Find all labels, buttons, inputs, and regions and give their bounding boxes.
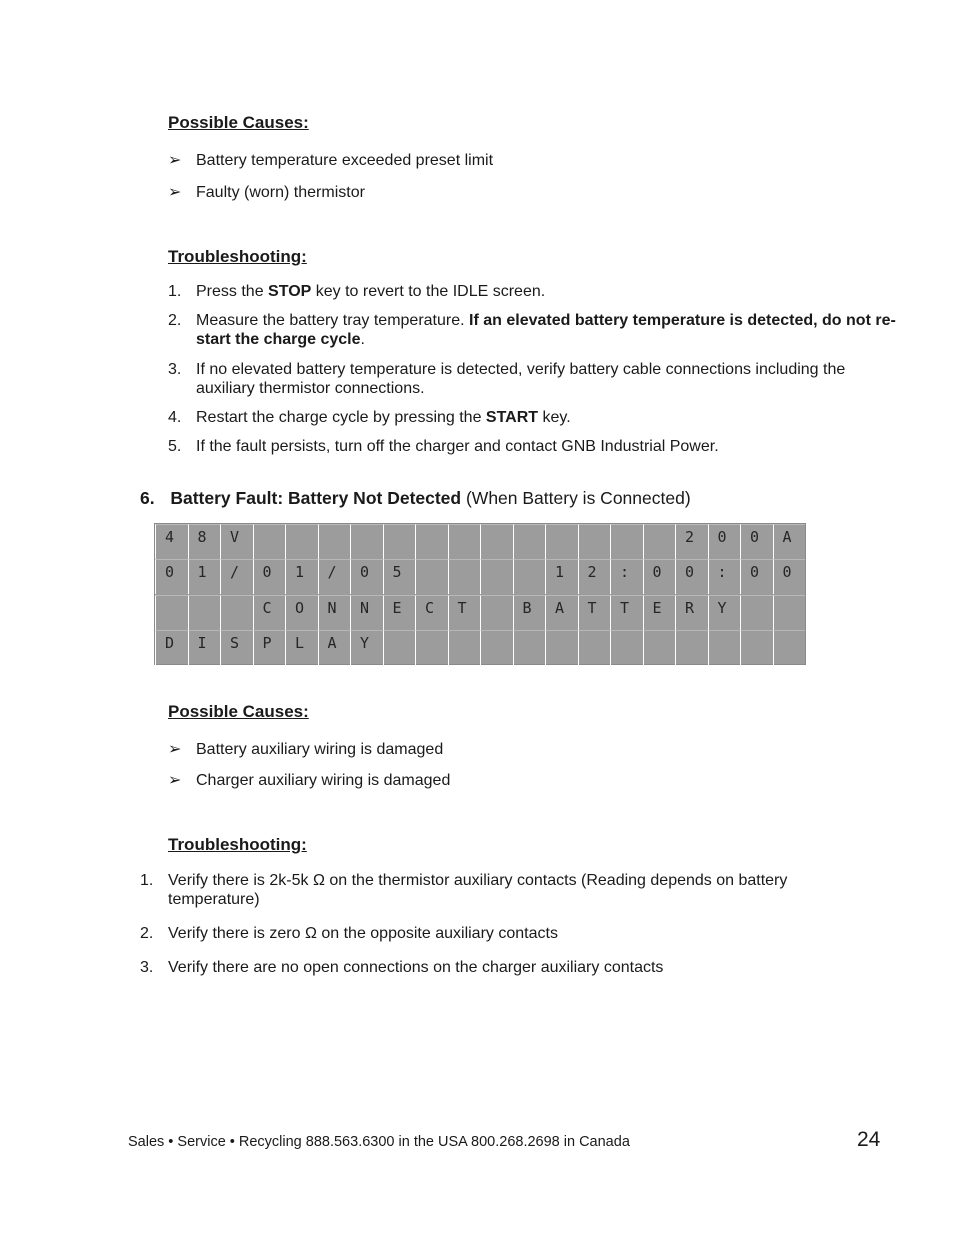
lcd-cell xyxy=(708,630,741,665)
lcd-cell xyxy=(480,524,513,559)
lcd-cell: S xyxy=(220,630,253,665)
lcd-cell xyxy=(415,524,448,559)
list-item xyxy=(140,958,860,978)
lcd-cell xyxy=(350,524,383,559)
lcd-cell: I xyxy=(188,630,221,665)
step-text: Verify there is zero Ω on the opposite auxiliary contacts xyxy=(168,925,558,942)
list-item xyxy=(140,924,860,944)
lcd-cell xyxy=(513,524,546,559)
lcd-cell: V xyxy=(220,524,253,559)
lcd-cell: 5 xyxy=(383,559,416,594)
step-number: 1. xyxy=(140,872,154,889)
step-number: 3. xyxy=(140,959,154,976)
lcd-cell xyxy=(188,595,221,630)
lcd-cell: 0 xyxy=(740,559,773,594)
lcd-cell: O xyxy=(285,595,318,630)
lcd-cell xyxy=(448,524,481,559)
page-number: 24 xyxy=(857,1128,881,1151)
lcd-cell xyxy=(773,630,806,665)
lcd-row xyxy=(155,595,805,630)
text-run: Press the xyxy=(196,283,269,300)
lcd-cell xyxy=(545,524,578,559)
lcd-cell xyxy=(643,630,676,665)
step-text: Verify there are no open connections on the charger auxiliary contacts xyxy=(168,959,664,976)
lcd-cell xyxy=(415,630,448,665)
lcd-cell xyxy=(773,595,806,630)
causes-heading: Possible Causes: xyxy=(168,702,309,721)
lcd-cell: D xyxy=(155,630,188,665)
lcd-cell: Y xyxy=(350,630,383,665)
section-title xyxy=(140,488,691,509)
lcd-cell xyxy=(318,524,351,559)
arrow-bullet-icon: ➢ xyxy=(168,184,182,201)
section-title-rest: (When Battery is Connected) xyxy=(461,488,691,508)
lcd-cell: / xyxy=(220,559,253,594)
step-number: 3. xyxy=(168,361,182,378)
step-number: 2. xyxy=(168,312,182,329)
lcd-cell: N xyxy=(318,595,351,630)
text-run: key to revert to the IDLE screen. xyxy=(311,283,546,300)
lcd-cell xyxy=(480,559,513,594)
lcd-cell: / xyxy=(318,559,351,594)
lcd-cell: 0 xyxy=(155,559,188,594)
list-item xyxy=(168,437,898,477)
step-number: 1. xyxy=(168,283,182,300)
lcd-cell: C xyxy=(415,595,448,630)
lcd-cell: 1 xyxy=(285,559,318,594)
troubleshooting-heading: Troubleshooting: xyxy=(168,835,307,854)
lcd-cell: E xyxy=(383,595,416,630)
lcd-cell xyxy=(220,595,253,630)
cause-text: Charger auxiliary wiring is damaged xyxy=(196,772,451,789)
lcd-cell: T xyxy=(578,595,611,630)
lcd-display xyxy=(154,523,806,665)
text-run: . xyxy=(360,331,365,348)
footer-contact: Sales • Service • Recycling 888.563.6300 in the USA 800.268.2698 in Canada xyxy=(128,1134,630,1150)
cause-text: Faulty (worn) thermistor xyxy=(196,184,365,201)
lcd-cell: P xyxy=(253,630,286,665)
step-number: 4. xyxy=(168,409,182,426)
step-text xyxy=(196,282,896,301)
lcd-row xyxy=(155,524,805,559)
lcd-cell: 4 xyxy=(155,524,188,559)
lcd-cell xyxy=(480,595,513,630)
text-run: Measure the battery tray temperature. xyxy=(196,312,470,329)
lcd-cell: R xyxy=(675,595,708,630)
step-text xyxy=(196,311,896,349)
list-item xyxy=(168,311,898,351)
lcd-cell: A xyxy=(773,524,806,559)
lcd-cell: : xyxy=(610,559,643,594)
arrow-bullet-icon: ➢ xyxy=(168,152,182,169)
lcd-cell: 0 xyxy=(350,559,383,594)
text-run: key. xyxy=(538,409,571,426)
lcd-cell xyxy=(480,630,513,665)
lcd-cell xyxy=(643,524,676,559)
causes-heading: Possible Causes: xyxy=(168,113,309,132)
lcd-row xyxy=(155,559,805,594)
lcd-cell: 0 xyxy=(708,524,741,559)
arrow-bullet-icon: ➢ xyxy=(168,772,182,789)
lcd-cell xyxy=(383,630,416,665)
section-title-bold: Battery Fault: Battery Not Detected xyxy=(170,488,462,508)
list-item xyxy=(168,150,493,170)
lcd-cell xyxy=(155,595,188,630)
lcd-cell xyxy=(578,630,611,665)
bold-text: STOP xyxy=(268,283,312,300)
lcd-cell xyxy=(448,559,481,594)
troubleshooting-heading: Troubleshooting: xyxy=(168,247,307,266)
lcd-cell: 0 xyxy=(675,559,708,594)
lcd-cell: 8 xyxy=(188,524,221,559)
lcd-cell xyxy=(740,630,773,665)
lcd-cell: : xyxy=(708,559,741,594)
step-number: 2. xyxy=(140,925,154,942)
lcd-cell xyxy=(610,630,643,665)
list-item xyxy=(168,360,898,400)
lcd-cell: 0 xyxy=(643,559,676,594)
step-number: 5. xyxy=(168,438,182,455)
lcd-cell xyxy=(610,524,643,559)
lcd-cell xyxy=(253,524,286,559)
step-text xyxy=(196,408,896,427)
lcd-cell: T xyxy=(448,595,481,630)
lcd-cell xyxy=(513,630,546,665)
lcd-cell xyxy=(545,630,578,665)
list-item xyxy=(168,739,443,759)
lcd-cell: L xyxy=(285,630,318,665)
lcd-cell: C xyxy=(253,595,286,630)
lcd-cell: 1 xyxy=(545,559,578,594)
lcd-cell xyxy=(675,630,708,665)
lcd-cell xyxy=(285,524,318,559)
lcd-cell: A xyxy=(318,630,351,665)
lcd-cell: 1 xyxy=(188,559,221,594)
step-text xyxy=(196,360,896,398)
lcd-cell xyxy=(415,559,448,594)
cause-text: Battery temperature exceeded preset limit xyxy=(196,152,494,169)
lcd-cell: T xyxy=(610,595,643,630)
bold-text: If an elevated battery temperature is detected, do not re-start the charge cycle xyxy=(196,312,896,348)
list-item xyxy=(168,770,450,790)
list-item xyxy=(140,871,860,911)
list-item xyxy=(168,182,365,202)
step-text: Verify there is 2k-5k Ω on the thermistor auxiliary contacts (Reading depends on battery temperature) xyxy=(168,872,788,908)
lcd-row xyxy=(155,630,805,665)
lcd-cell: 0 xyxy=(773,559,806,594)
arrow-bullet-icon: ➢ xyxy=(168,741,182,758)
lcd-cell xyxy=(383,524,416,559)
lcd-cell: 2 xyxy=(675,524,708,559)
lcd-cell: N xyxy=(350,595,383,630)
text-run: Restart the charge cycle by pressing the xyxy=(196,409,486,426)
text-run: If no elevated battery temperature is detected, verify battery cable connections including the auxiliary thermistor connections. xyxy=(196,361,846,397)
lcd-cell xyxy=(578,524,611,559)
lcd-cell xyxy=(740,595,773,630)
bold-text: START xyxy=(485,409,539,426)
section-number: 6. xyxy=(140,488,155,508)
text-run: If the fault persists, turn off the charger and contact GNB Industrial Power. xyxy=(196,438,719,455)
lcd-cell: 0 xyxy=(253,559,286,594)
cause-text: Battery auxiliary wiring is damaged xyxy=(196,741,444,758)
lcd-cell xyxy=(448,630,481,665)
lcd-cell: A xyxy=(545,595,578,630)
lcd-cell: Y xyxy=(708,595,741,630)
lcd-cell: 0 xyxy=(740,524,773,559)
lcd-cell: 2 xyxy=(578,559,611,594)
lcd-cell: E xyxy=(643,595,676,630)
lcd-cell xyxy=(513,559,546,594)
step-text xyxy=(196,437,896,456)
lcd-cell: B xyxy=(513,595,546,630)
